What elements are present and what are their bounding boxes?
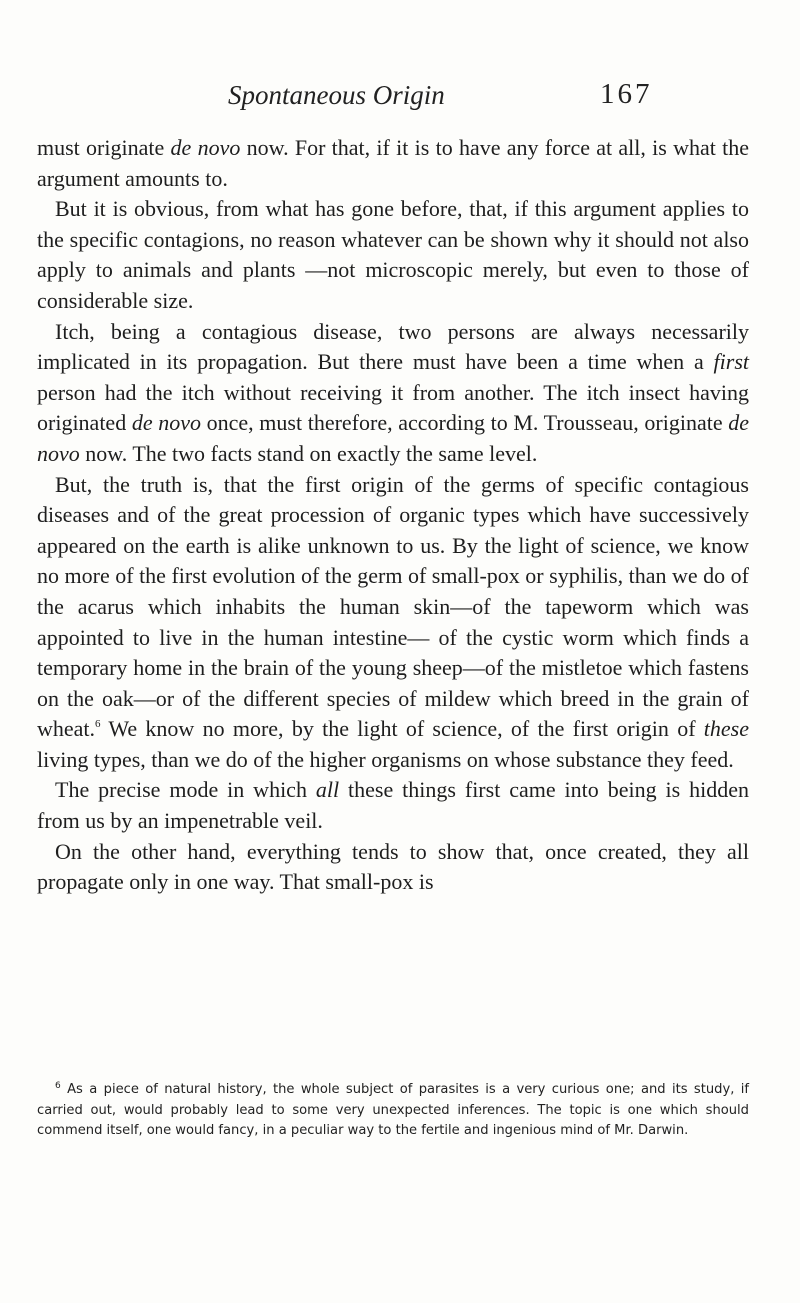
- footnote-text: As a piece of natural history, the whole subject of parasites is a very curious one; and its study, if carried out, would probably lead to some very unexpected inferences. The topic is one which should commend itself, one would fancy, in a peculiar way to the fertile and ingenious mind of Mr. Darwin.: [37, 1082, 749, 1139]
- text-span: must originate: [37, 135, 171, 160]
- text-span: now. For that, if it is to have any force at all, is what the argument amounts to.: [37, 135, 750, 191]
- paragraph-4: [37, 470, 749, 776]
- text-span: But, the truth is, that the first origin of the germs of specific contagious diseases and of the great procession of organic types which have successively appeared on the earth is alike unknown to us. By the light of science, we know no more of the first evolution of the germ of small-pox or syphilis, than we do of the acarus which inhabits the human skin—of the tapeworm which was appointed to live in the human intestine— of the cystic worm which finds a temporary home in the brain of the young sheep—of the mistletoe which fastens on the oak—or of the different species of mildew which breed in the grain of wheat.: [37, 471, 749, 742]
- paragraph-3: [37, 317, 749, 470]
- italic-span: de novo: [131, 410, 201, 436]
- body-text: [37, 133, 749, 898]
- text-span: Itch, being a contagious disease, two persons are always necessarily implicated in its propagation. But there must have been a time when a: [37, 318, 749, 375]
- paragraph-1: [37, 133, 749, 194]
- text-span: person had the itch without receiving it from another. The itch insect having originated: [37, 379, 749, 436]
- text-span: The precise mode in which: [55, 777, 316, 803]
- italic-span: de novo: [37, 410, 749, 466]
- running-head: [0, 72, 800, 120]
- paragraph-2: But it is obvious, from what has gone before, that, if this argument applies to the specific contagions, no reason whatever can be shown why it should not also apply to animals and plants —not microscopic merely, but even to those of considerable size.: [37, 196, 749, 313]
- text-span: living types, than we do of the higher organisms on whose substance they feed.: [37, 746, 734, 772]
- italic-span: all: [315, 777, 340, 803]
- text-span: now. The two facts stand on exactly the same level.: [79, 440, 538, 466]
- text-span: once, must therefore, according to M. Trousseau, originate: [201, 410, 729, 436]
- paragraph-6: On the other hand, everything tends to show that, once created, they all propagate only in one way. That small-pox is: [37, 838, 749, 895]
- italic-span: these: [703, 716, 749, 742]
- text-span: We know no more, by the light of science, of the first origin of: [100, 716, 704, 742]
- italic-span: de novo: [170, 135, 241, 160]
- footnote-reference[interactable]: 6: [95, 718, 101, 731]
- italic-span: first: [713, 349, 749, 375]
- page-number: 167: [600, 78, 653, 110]
- text-span: these things first came into being is hidden from us by an impenetrable veil.: [37, 777, 749, 834]
- footnote-marker: 6: [55, 1081, 61, 1091]
- footnote: [37, 1080, 749, 1142]
- paragraph-5: [37, 775, 749, 836]
- running-title: Spontaneous Origin: [228, 80, 445, 110]
